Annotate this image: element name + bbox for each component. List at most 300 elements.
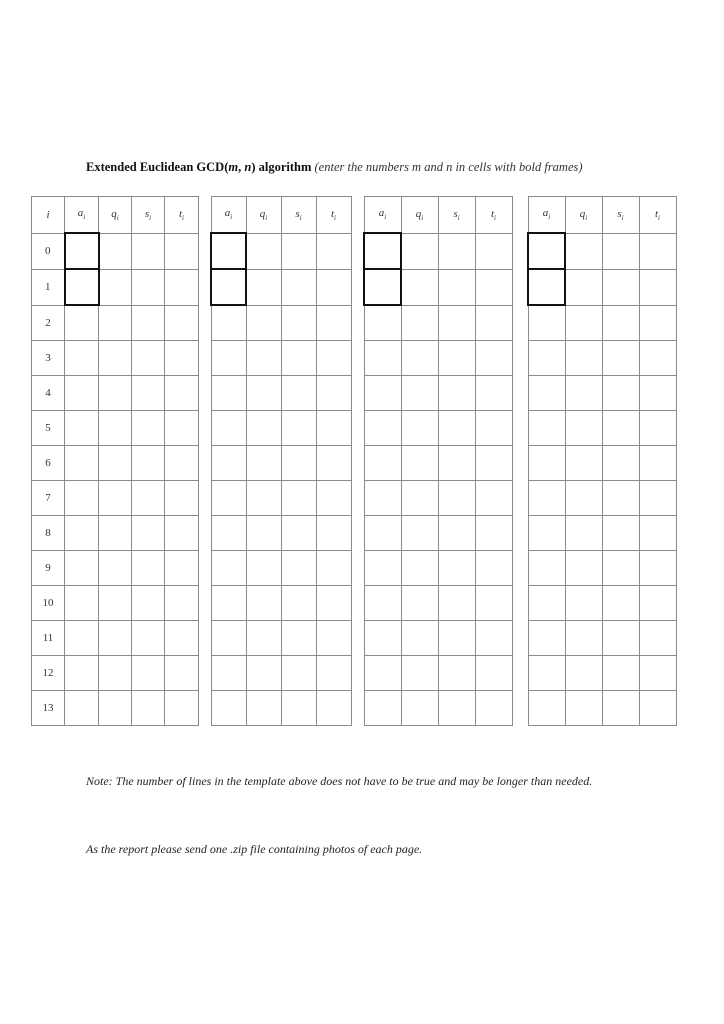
cell-a[interactable] (364, 376, 401, 411)
cell-s[interactable] (438, 446, 475, 481)
cell-t[interactable] (165, 586, 199, 621)
table-row (32, 305, 199, 341)
cell-s[interactable] (438, 691, 475, 726)
table-row (32, 516, 199, 551)
table-row (364, 481, 512, 516)
cell-q[interactable] (401, 691, 438, 726)
cell-s[interactable] (281, 551, 316, 586)
cell-a[interactable] (211, 481, 246, 516)
cell-q[interactable] (246, 233, 281, 269)
cell-s[interactable] (602, 516, 639, 551)
cell-q[interactable] (401, 516, 438, 551)
cell-s[interactable] (281, 621, 316, 656)
row-index: 4 (32, 376, 65, 411)
gcd-table-4 (527, 196, 677, 726)
cell-q[interactable] (99, 233, 132, 269)
cell-q[interactable] (401, 446, 438, 481)
cell-s[interactable] (602, 341, 639, 376)
table-row (32, 446, 199, 481)
cell-s[interactable] (602, 233, 639, 269)
table-row (364, 376, 512, 411)
cell-s[interactable] (281, 586, 316, 621)
row-index: 1 (32, 269, 65, 305)
row-index: 8 (32, 516, 65, 551)
table-row (211, 376, 351, 411)
cell-t[interactable] (165, 305, 199, 341)
cell-a[interactable] (364, 691, 401, 726)
cell-a[interactable] (211, 691, 246, 726)
cell-a[interactable] (65, 656, 99, 691)
cell-s[interactable] (281, 446, 316, 481)
table-row (364, 269, 512, 305)
cell-s[interactable] (281, 411, 316, 446)
table-row (528, 481, 676, 516)
cell-t[interactable] (316, 586, 351, 621)
cell-q[interactable] (401, 305, 438, 341)
table-row (528, 305, 676, 341)
cell-t[interactable] (639, 269, 676, 305)
cell-a[interactable] (65, 586, 99, 621)
cell-q[interactable] (401, 656, 438, 691)
cell-t[interactable] (316, 621, 351, 656)
cell-t[interactable] (316, 481, 351, 516)
cell-q[interactable] (565, 656, 602, 691)
cell-t[interactable] (639, 446, 676, 481)
cell-s[interactable] (602, 551, 639, 586)
cell-q[interactable] (246, 586, 281, 621)
title-text: Extended Euclidean GCD( (86, 160, 229, 174)
cell-t[interactable] (475, 411, 512, 446)
cell-a[interactable] (528, 446, 565, 481)
cell-t[interactable] (475, 586, 512, 621)
cell-q[interactable] (246, 621, 281, 656)
cell-t[interactable] (316, 551, 351, 586)
row-index: 11 (32, 621, 65, 656)
cell-q[interactable] (246, 481, 281, 516)
cell-q[interactable] (246, 516, 281, 551)
cell-q[interactable] (565, 411, 602, 446)
header-s: $s_i$ (602, 197, 639, 234)
cell-q[interactable] (565, 551, 602, 586)
cell-s[interactable] (602, 691, 639, 726)
cell-a[interactable] (211, 656, 246, 691)
cell-q[interactable] (565, 621, 602, 656)
cell-t[interactable] (165, 516, 199, 551)
table-row (528, 516, 676, 551)
row-index: 6 (32, 446, 65, 481)
cell-a[interactable] (364, 621, 401, 656)
cell-t[interactable] (475, 516, 512, 551)
table-row (364, 621, 512, 656)
cell-a[interactable] (364, 305, 401, 341)
cell-a[interactable] (528, 305, 565, 341)
table-row (211, 691, 351, 726)
table-row (211, 411, 351, 446)
cell-q[interactable] (401, 269, 438, 305)
cell-s[interactable] (438, 586, 475, 621)
table-row (211, 586, 351, 621)
cell-q[interactable] (99, 691, 132, 726)
cell-q[interactable] (401, 233, 438, 269)
header-q: $q_i$ (246, 197, 281, 234)
cell-a[interactable] (211, 551, 246, 586)
row-index: 2 (32, 305, 65, 341)
cell-q[interactable] (401, 586, 438, 621)
cell-q[interactable] (246, 446, 281, 481)
cell-q[interactable] (246, 551, 281, 586)
table-row (211, 269, 351, 305)
cell-t[interactable] (165, 269, 199, 305)
cell-s[interactable] (281, 233, 316, 269)
table-row (32, 691, 199, 726)
cell-t[interactable] (165, 621, 199, 656)
cell-q[interactable] (99, 481, 132, 516)
cell-q[interactable] (565, 586, 602, 621)
cell-t[interactable] (316, 411, 351, 446)
cell-q[interactable] (401, 481, 438, 516)
header-a: $a_i$ (211, 197, 246, 234)
cell-q[interactable] (401, 551, 438, 586)
cell-q[interactable] (99, 341, 132, 376)
cell-t[interactable] (316, 516, 351, 551)
input-cell-n[interactable] (364, 269, 401, 305)
cell-q[interactable] (401, 621, 438, 656)
cell-s[interactable] (602, 446, 639, 481)
cell-s[interactable] (602, 411, 639, 446)
table-row (364, 551, 512, 586)
cell-a[interactable] (364, 446, 401, 481)
cell-t[interactable] (316, 269, 351, 305)
cell-s[interactable] (438, 481, 475, 516)
cell-s[interactable] (438, 305, 475, 341)
header-q: $q_i$ (99, 197, 132, 234)
table-row (528, 691, 676, 726)
cell-t[interactable] (165, 691, 199, 726)
cell-q[interactable] (246, 691, 281, 726)
cell-t[interactable] (639, 411, 676, 446)
cell-a[interactable] (211, 621, 246, 656)
cell-s[interactable] (281, 691, 316, 726)
header-row (528, 197, 676, 234)
cell-s[interactable] (281, 305, 316, 341)
cell-a[interactable] (528, 691, 565, 726)
cell-q[interactable] (565, 305, 602, 341)
cell-a[interactable] (65, 305, 99, 341)
cell-s[interactable] (281, 341, 316, 376)
table-row (211, 551, 351, 586)
cell-q[interactable] (246, 269, 281, 305)
cell-s[interactable] (438, 411, 475, 446)
cell-s[interactable] (281, 516, 316, 551)
header-t: $t_i$ (165, 197, 199, 234)
table-row (528, 446, 676, 481)
table-row (528, 376, 676, 411)
cell-s[interactable] (132, 586, 165, 621)
cell-s[interactable] (281, 269, 316, 305)
cell-t[interactable] (475, 691, 512, 726)
cell-s[interactable] (132, 411, 165, 446)
cell-a[interactable] (65, 691, 99, 726)
cell-q[interactable] (99, 516, 132, 551)
cell-t[interactable] (639, 586, 676, 621)
cell-t[interactable] (165, 341, 199, 376)
table-row (211, 233, 351, 269)
cell-s[interactable] (602, 376, 639, 411)
cell-t[interactable] (639, 691, 676, 726)
cell-q[interactable] (99, 269, 132, 305)
cell-t[interactable] (316, 376, 351, 411)
cell-t[interactable] (639, 305, 676, 341)
cell-t[interactable] (475, 376, 512, 411)
input-cell-n[interactable] (528, 269, 565, 305)
cell-t[interactable] (475, 305, 512, 341)
table-row (528, 233, 676, 269)
cell-q[interactable] (565, 341, 602, 376)
input-cell-m[interactable] (65, 233, 99, 269)
cell-t[interactable] (639, 621, 676, 656)
cell-s[interactable] (602, 656, 639, 691)
cell-q[interactable] (246, 305, 281, 341)
cell-q[interactable] (99, 551, 132, 586)
cell-t[interactable] (165, 551, 199, 586)
header-row (211, 197, 351, 234)
header-index: i (32, 197, 65, 234)
cell-a[interactable] (528, 621, 565, 656)
cell-q[interactable] (565, 446, 602, 481)
table-block-3 (363, 196, 513, 726)
table-block-1 (31, 196, 199, 726)
cell-s[interactable] (602, 621, 639, 656)
row-index: 10 (32, 586, 65, 621)
cell-s[interactable] (602, 586, 639, 621)
table-row (32, 481, 199, 516)
cell-t[interactable] (316, 341, 351, 376)
table-block-4 (527, 196, 677, 726)
table-row (364, 586, 512, 621)
cell-t[interactable] (165, 481, 199, 516)
row-index: 0 (32, 233, 65, 269)
cell-s[interactable] (602, 481, 639, 516)
table-row (364, 411, 512, 446)
cell-s[interactable] (132, 481, 165, 516)
header-q: $q_i$ (401, 197, 438, 234)
title-m: m (228, 160, 239, 174)
table-row (32, 551, 199, 586)
table-row (211, 305, 351, 341)
cell-t[interactable] (316, 691, 351, 726)
cell-s[interactable] (281, 376, 316, 411)
cell-t[interactable] (639, 481, 676, 516)
row-index: 5 (32, 411, 65, 446)
cell-a[interactable] (364, 341, 401, 376)
cell-t[interactable] (475, 481, 512, 516)
cell-a[interactable] (528, 551, 565, 586)
table-row (211, 656, 351, 691)
table-row (211, 341, 351, 376)
cell-a[interactable] (364, 656, 401, 691)
cell-a[interactable] (65, 446, 99, 481)
cell-s[interactable] (132, 376, 165, 411)
header-q: $q_i$ (565, 197, 602, 234)
cell-a[interactable] (364, 586, 401, 621)
title-instruction: (enter the numbers m and n in cells with bold frames) (314, 160, 583, 174)
cell-a[interactable] (211, 586, 246, 621)
cell-s[interactable] (132, 656, 165, 691)
cell-q[interactable] (99, 376, 132, 411)
gcd-table-2 (210, 196, 352, 726)
cell-a[interactable] (65, 621, 99, 656)
input-cell-m[interactable] (364, 233, 401, 269)
cell-q[interactable] (99, 305, 132, 341)
cell-t[interactable] (165, 376, 199, 411)
cell-a[interactable] (364, 516, 401, 551)
cell-a[interactable] (211, 411, 246, 446)
cell-q[interactable] (99, 446, 132, 481)
cell-a[interactable] (528, 586, 565, 621)
cell-t[interactable] (639, 376, 676, 411)
input-cell-n[interactable] (65, 269, 99, 305)
cell-a[interactable] (65, 551, 99, 586)
cell-s[interactable] (132, 233, 165, 269)
input-cell-m[interactable] (528, 233, 565, 269)
cell-t[interactable] (639, 341, 676, 376)
gcd-table-3 (363, 196, 513, 726)
cell-a[interactable] (528, 341, 565, 376)
cell-t[interactable] (475, 656, 512, 691)
table-row (528, 411, 676, 446)
cell-t[interactable] (165, 411, 199, 446)
table-row (364, 233, 512, 269)
cell-q[interactable] (565, 233, 602, 269)
table-row (211, 446, 351, 481)
cell-t[interactable] (475, 233, 512, 269)
cell-t[interactable] (316, 233, 351, 269)
cell-q[interactable] (99, 411, 132, 446)
cell-t[interactable] (475, 551, 512, 586)
table-row (32, 621, 199, 656)
header-t: $t_i$ (475, 197, 512, 234)
cell-a[interactable] (65, 411, 99, 446)
cell-s[interactable] (132, 446, 165, 481)
cell-a[interactable] (65, 516, 99, 551)
cell-t[interactable] (165, 656, 199, 691)
cell-s[interactable] (132, 691, 165, 726)
cell-q[interactable] (565, 376, 602, 411)
cell-t[interactable] (639, 233, 676, 269)
cell-q[interactable] (99, 656, 132, 691)
cell-s[interactable] (438, 656, 475, 691)
cell-q[interactable] (565, 691, 602, 726)
cell-a[interactable] (528, 411, 565, 446)
cell-s[interactable] (602, 305, 639, 341)
cell-t[interactable] (316, 305, 351, 341)
cell-t[interactable] (639, 516, 676, 551)
cell-s[interactable] (602, 269, 639, 305)
cell-s[interactable] (438, 341, 475, 376)
cell-s[interactable] (438, 621, 475, 656)
cell-s[interactable] (132, 621, 165, 656)
cell-s[interactable] (281, 656, 316, 691)
cell-t[interactable] (475, 446, 512, 481)
table-row (528, 586, 676, 621)
cell-a[interactable] (65, 341, 99, 376)
cell-t[interactable] (475, 269, 512, 305)
cell-a[interactable] (211, 446, 246, 481)
cell-a[interactable] (65, 376, 99, 411)
cell-a[interactable] (528, 376, 565, 411)
cell-q[interactable] (565, 269, 602, 305)
cell-q[interactable] (99, 621, 132, 656)
row-index: 7 (32, 481, 65, 516)
table-row (211, 516, 351, 551)
row-index: 13 (32, 691, 65, 726)
cell-q[interactable] (565, 481, 602, 516)
cell-s[interactable] (438, 516, 475, 551)
cell-s[interactable] (132, 516, 165, 551)
cell-t[interactable] (475, 341, 512, 376)
cell-a[interactable] (528, 516, 565, 551)
cell-a[interactable] (528, 481, 565, 516)
cell-s[interactable] (132, 551, 165, 586)
cell-q[interactable] (246, 411, 281, 446)
cell-s[interactable] (132, 269, 165, 305)
table-row (364, 341, 512, 376)
title-text-end: ) algorithm (251, 160, 312, 174)
cell-a[interactable] (364, 481, 401, 516)
cell-a[interactable] (211, 305, 246, 341)
cell-t[interactable] (639, 551, 676, 586)
row-index: 9 (32, 551, 65, 586)
table-row (32, 233, 199, 269)
cell-s[interactable] (132, 341, 165, 376)
cell-s[interactable] (438, 376, 475, 411)
header-a: $a_i$ (364, 197, 401, 234)
table-row (364, 656, 512, 691)
table-row (528, 269, 676, 305)
cell-q[interactable] (401, 341, 438, 376)
cell-t[interactable] (475, 621, 512, 656)
cell-q[interactable] (565, 516, 602, 551)
cell-t[interactable] (165, 446, 199, 481)
cell-q[interactable] (99, 586, 132, 621)
cell-a[interactable] (211, 341, 246, 376)
cell-a[interactable] (211, 376, 246, 411)
cell-s[interactable] (132, 305, 165, 341)
cell-a[interactable] (364, 551, 401, 586)
cell-a[interactable] (211, 516, 246, 551)
table-row (528, 341, 676, 376)
input-cell-n[interactable] (211, 269, 246, 305)
cell-q[interactable] (401, 411, 438, 446)
cell-q[interactable] (246, 341, 281, 376)
cell-t[interactable] (639, 656, 676, 691)
header-s: $s_i$ (132, 197, 165, 234)
cell-s[interactable] (438, 233, 475, 269)
cell-a[interactable] (364, 411, 401, 446)
cell-s[interactable] (281, 481, 316, 516)
cell-t[interactable] (316, 446, 351, 481)
cell-s[interactable] (438, 269, 475, 305)
cell-a[interactable] (65, 481, 99, 516)
cell-q[interactable] (401, 376, 438, 411)
cell-t[interactable] (165, 233, 199, 269)
cell-a[interactable] (528, 656, 565, 691)
cell-s[interactable] (438, 551, 475, 586)
cell-q[interactable] (246, 376, 281, 411)
cell-t[interactable] (316, 656, 351, 691)
input-cell-m[interactable] (211, 233, 246, 269)
cell-q[interactable] (246, 656, 281, 691)
